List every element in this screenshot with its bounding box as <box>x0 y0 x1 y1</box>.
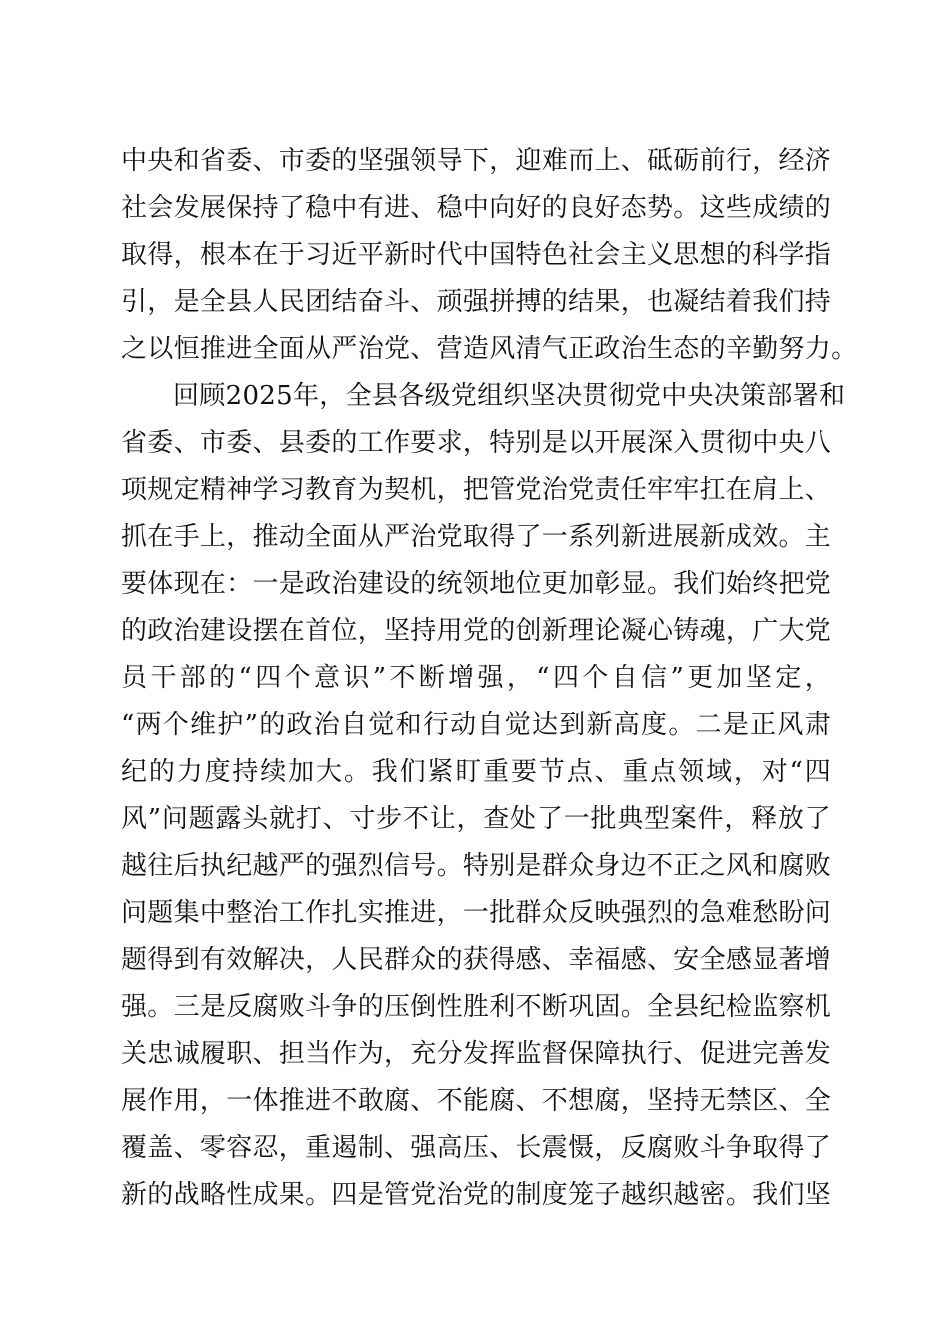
text-line: 引，是全县人民团结奋斗、顽强拼搏的结果，也凝结着我们持 <box>121 287 832 317</box>
text-line: 项规定精神学习教育为契机，把管党治党责任牢牢扛在肩上、 <box>121 475 832 505</box>
text-line: 关忠诚履职、担当作为，充分发挥监督保障执行、促进完善发 <box>121 1039 832 1069</box>
paragraph-2 <box>121 373 846 1219</box>
text-line: 强。三是反腐败斗争的压倒性胜利不断巩固。全县纪检监察机 <box>121 992 832 1022</box>
text-line: 要体现在：一是政治建设的统领地位更加彰显。我们始终把党 <box>121 569 832 599</box>
text-line: 取得，根本在于习近平新时代中国特色社会主义思想的科学指 <box>121 240 832 270</box>
text-line: 的政治建设摆在首位，坚持用党的创新理论凝心铸魂，广大党 <box>121 616 832 646</box>
text-line: 回顾2025年，全县各级党组织坚决贯彻党中央决策部署和 <box>173 381 846 411</box>
text-line: 抓在手上，推动全面从严治党取得了一系列新进展新成效。主 <box>121 522 832 552</box>
text-line: 社会发展保持了稳中有进、稳中向好的良好态势。这些成绩的 <box>121 193 832 223</box>
text-line: 纪的力度持续加大。我们紧盯重要节点、重点领域，对“四 <box>121 757 831 787</box>
text-line: 省委、市委、县委的工作要求，特别是以开展深入贯彻中央八 <box>121 428 832 458</box>
text-line: 覆盖、零容忍，重遏制、强高压、长震慑，反腐败斗争取得了 <box>121 1133 832 1163</box>
text-line: 风”问题露头就打、寸步不让，查处了一批典型案件，释放了 <box>121 804 831 834</box>
text-line: “两个维护”的政治自觉和行动自觉达到新高度。二是正风肃 <box>121 710 831 740</box>
text-line: 中央和省委、市委的坚强领导下，迎难而上、砥砺前行，经济 <box>121 146 832 176</box>
text-line: 越往后执纪越严的强烈信号。特别是群众身边不正之风和腐败 <box>121 851 832 881</box>
body-text <box>121 138 858 1219</box>
text-line: 员干部的“四个意识”不断增强，“四个自信”更加坚定， <box>121 663 831 693</box>
text-line: 新的战略性成果。四是管党治党的制度笼子越织越密。我们坚 <box>121 1180 832 1210</box>
text-line: 之以恒推进全面从严治党、营造风清气正政治生态的辛勤努力。 <box>121 334 858 364</box>
text-line: 题得到有效解决，人民群众的获得感、幸福感、安全感显著增 <box>121 945 832 975</box>
paragraph-1 <box>121 138 858 373</box>
text-line: 展作用，一体推进不敢腐、不能腐、不想腐，坚持无禁区、全 <box>121 1086 832 1116</box>
text-line: 问题集中整治工作扎实推进，一批群众反映强烈的急难愁盼问 <box>121 898 832 928</box>
